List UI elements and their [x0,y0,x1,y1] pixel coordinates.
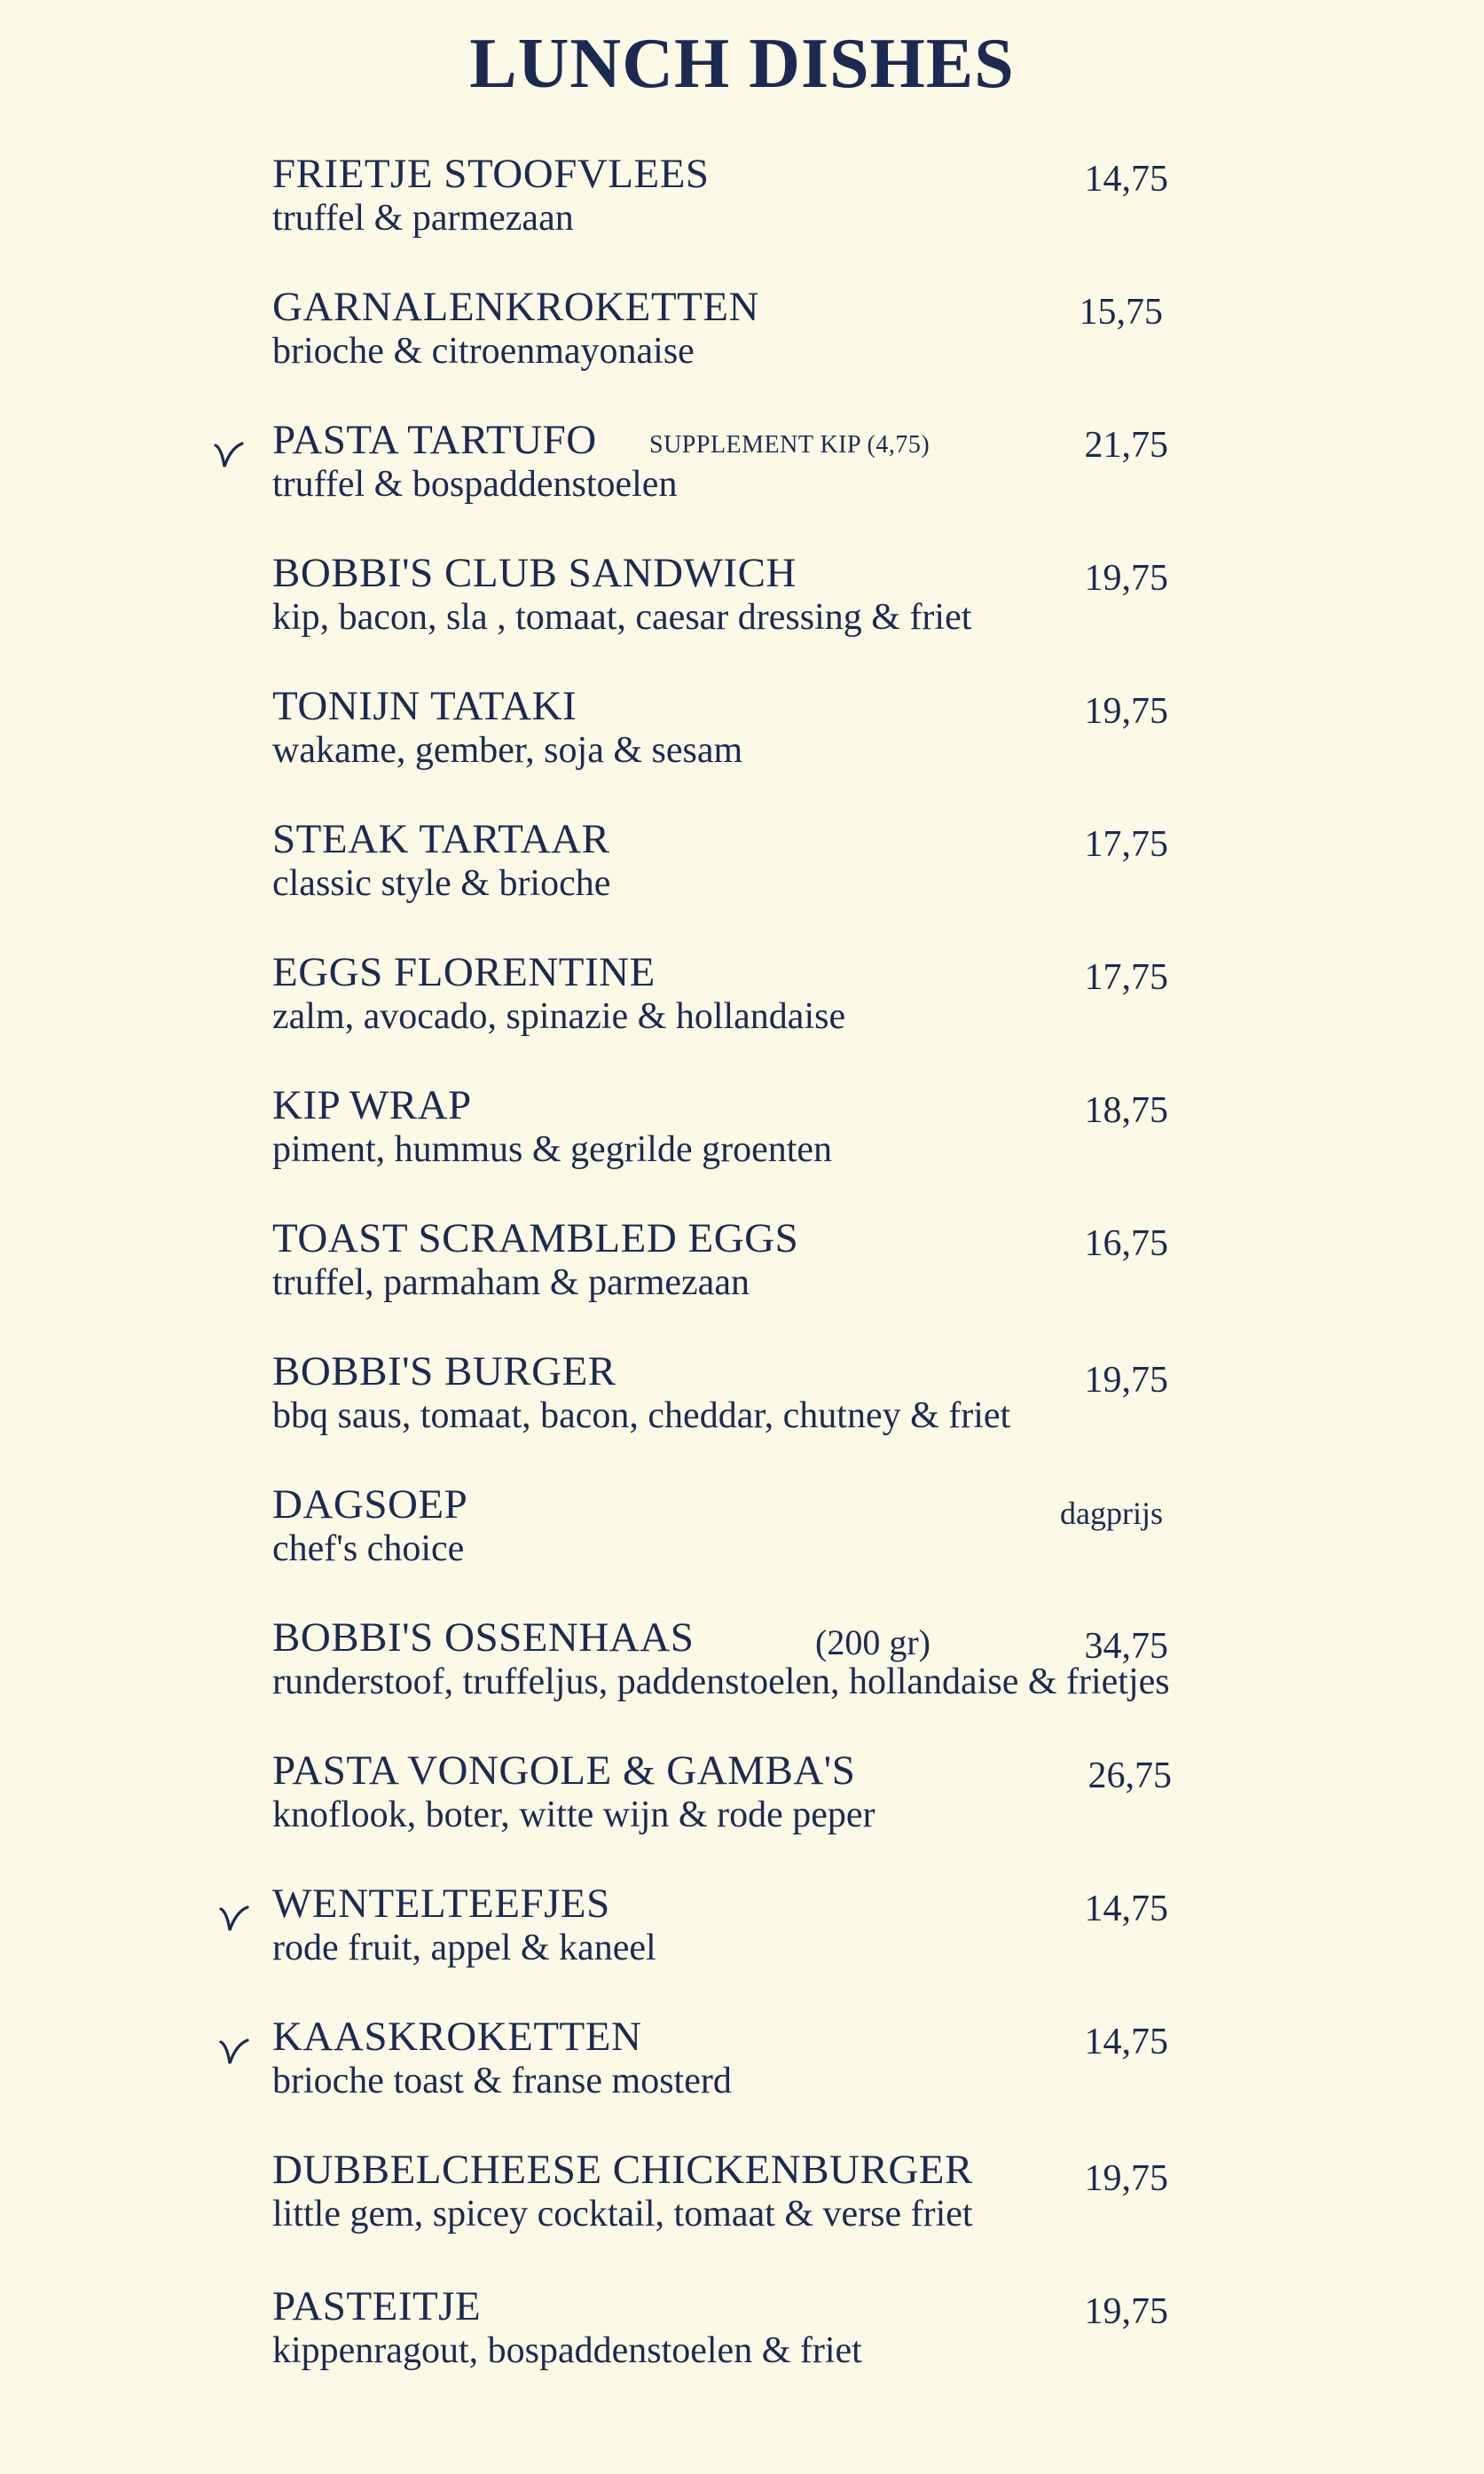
dish-name: FRIETJE STOOFVLEES [272,151,710,197]
dish-price: 14,75 [1084,2022,1168,2062]
dish-name: KAASKROKETTEN [272,2014,642,2060]
menu-item-bobbis-burger [272,1347,1168,1453]
dish-price: 19,75 [1084,691,1168,732]
menu-item-dagsoep [272,1480,1168,1586]
dish-name: STEAK TARTAAR [272,816,610,862]
dish-supplement: SUPPLEMENT KIP (4,75) [649,431,930,459]
dish-price: 14,75 [1084,1889,1168,1929]
dish-description: truffel & parmezaan [272,198,574,239]
dish-name: PASTA TARTUFO [272,417,597,463]
dish-price: 16,75 [1084,1223,1168,1264]
dish-description: piment, hummus & gegrilde groenten [272,1129,833,1170]
menu-item-pasteitje [272,2282,1168,2388]
menu-item-steak-tartaar [272,814,1168,921]
dish-description: little gem, spicey cocktail, tomaat & verse friet [272,2194,973,2234]
dish-weight: (200 gr) [815,1622,930,1662]
menu-item-kip-wrap [272,1080,1168,1187]
menu-item-wentelteefjes [272,1879,1168,1985]
dish-description: knoflook, boter, witte wijn & rode peper [272,1795,875,1835]
dish-description: bbq saus, tomaat, bacon, cheddar, chutney & friet [272,1395,1011,1436]
dish-description: brioche & citroenmayonaise [272,331,695,372]
dish-description: kippenragout, bospaddenstoelen & friet [272,2330,862,2371]
menu-item-pasta-vongole [272,1746,1172,1852]
menu-item-frietje-stoofvlees [272,149,1168,255]
dish-price: 21,75 [1084,425,1168,466]
dish-name: EGGS FLORENTINE [272,949,656,995]
vegetarian-leaf-icon [216,1902,253,1939]
dish-price: 34,75 [1084,1626,1168,1667]
dish-price: dagprijs [1060,1496,1163,1531]
dish-name: BOBBI'S BURGER [272,1348,616,1394]
dish-name: BOBBI'S CLUB SANDWICH [272,550,797,596]
menu-item-bobbis-ossenhaas [272,1613,1168,1719]
menu-item-pasta-tartufo [272,415,1168,522]
menu-title: LUNCH DISHES [469,25,1015,103]
menu-item-toast-scrambled-eggs [272,1213,1168,1320]
dish-price: 19,75 [1084,558,1168,599]
menu-item-garnalenkroketten [272,282,1168,389]
dish-name: TOAST SCRAMBLED EGGS [272,1215,799,1261]
menu-item-dubbelcheese-chickenburger [272,2145,1168,2251]
dish-name: BOBBI'S OSSENHAAS [272,1614,695,1661]
dish-description: rode fruit, appel & kaneel [272,1928,656,1968]
dish-price: 17,75 [1084,824,1168,865]
dish-price: 19,75 [1084,2291,1168,2332]
dish-description: kip, bacon, sla , tomaat, caesar dressing & friet [272,597,972,638]
dish-name: PASTA VONGOLE & GAMBA'S [272,1748,856,1794]
dish-name: WENTELTEEFJES [272,1881,610,1927]
dish-price: 14,75 [1084,159,1168,200]
dish-price: 15,75 [1079,292,1163,333]
dish-description: runderstoof, truffeljus, paddenstoelen, hollandaise & frietjes [272,1661,1170,1702]
vegetarian-leaf-icon [216,2035,253,2072]
dish-name: DAGSOEP [272,1481,468,1528]
dish-price: 19,75 [1084,1360,1168,1401]
dish-price: 17,75 [1084,957,1168,998]
dish-name: GARNALENKROKETTEN [272,284,759,330]
dish-price: 26,75 [1087,1755,1172,1796]
dish-name: PASTEITJE [272,2283,482,2329]
dish-description: wakame, gember, soja & sesam [272,730,743,771]
dish-description: zalm, avocado, spinazie & hollandaise [272,996,846,1037]
menu-item-eggs-florentine [272,947,1168,1054]
dish-name: DUBBELCHEESE CHICKENBURGER [272,2147,973,2193]
dish-description: truffel, parmaham & parmezaan [272,1262,750,1303]
dish-description: brioche toast & franse mosterd [272,2061,732,2101]
dish-description: truffel & bospaddenstoelen [272,464,678,505]
menu-item-bobbis-club-sandwich [272,548,1168,655]
menu-item-tonijn-tataki [272,681,1168,788]
dish-description: chef's choice [272,1528,465,1569]
menu-item-kaaskroketten [272,2012,1168,2118]
dish-price: 19,75 [1084,2158,1168,2199]
dish-price: 18,75 [1084,1090,1168,1131]
dish-description: classic style & brioche [272,863,611,904]
dish-name: TONIJN TATAKI [272,683,577,729]
vegetarian-leaf-icon [210,438,247,475]
dish-name: KIP WRAP [272,1082,472,1128]
